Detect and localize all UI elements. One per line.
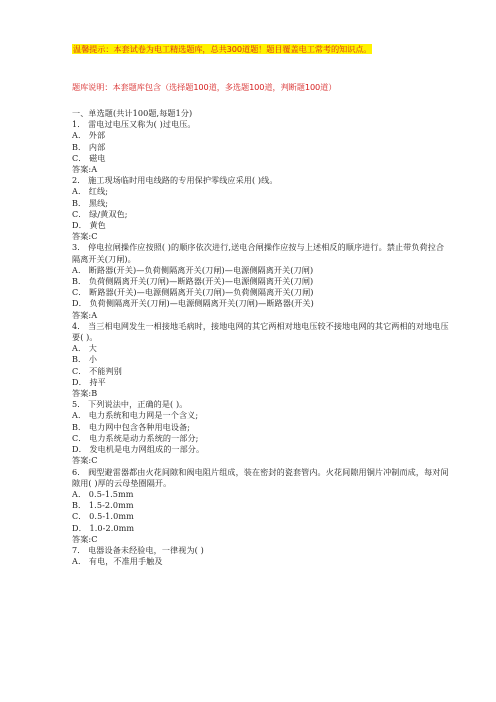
question-stem: 1． 雷电过电压又称为( )过电压。 (72, 119, 196, 130)
question-answer: 答案:A (72, 309, 98, 320)
question-answer: 答案:C (72, 231, 98, 242)
question-option: D． 持平 (72, 376, 106, 387)
question-option: C． 电力系统是动力系统的一部分; (72, 432, 199, 443)
question-answer: 答案:A (72, 164, 98, 175)
question-list (72, 108, 452, 567)
question-option: D． 负荷侧隔离开关(刀闸)—电源侧隔离开关(刀闸)—断路器(开关) (72, 298, 314, 309)
question-option: B． 电力网中包含各种用电设备; (72, 421, 191, 432)
question-answer: 答案:C (72, 533, 98, 544)
question-option: B． 小 (72, 354, 98, 365)
question-option: D． 发电机是电力网组成的一部分。 (72, 444, 205, 455)
question-stem: 6． 阀型避雷器都由火花间隙和阀电阻片组成，装在密封的瓷套管内。火花间隙用铜片冲制而成，每对间隙用( )厚的云母垫圈隔开。 (72, 466, 449, 488)
question-option: C． 绿/黄双色; (72, 208, 128, 219)
question-option: A． 断路器(开关)—负荷侧隔离开关(刀闸)—电源侧隔离开关(刀闸) (72, 264, 314, 275)
question-option: A． 有电，不准用手触及 (72, 556, 163, 567)
section-title: 一、单选题(共计100题,每题1分) (72, 108, 193, 118)
question-option: B． 1.5-2.0mm (72, 500, 134, 511)
question-answer: 答案:B (72, 388, 98, 399)
question-answer: 答案:C (72, 455, 98, 466)
question-stem: 7． 电器设备未经验电，一律视为( ) (72, 544, 204, 555)
question-option: A． 红线; (72, 186, 109, 197)
question-option: C． 磁电 (72, 152, 106, 163)
question-option: C． 不能判别 (72, 365, 122, 376)
question-option: A． 大 (72, 343, 98, 354)
question-stem: 3． 停电拉闸操作应按照( )的顺序依次进行,送电合闸操作应按与上述相反的顺序进行。禁止带负荷拉合隔离开关(刀闸)。 (72, 242, 445, 264)
question-option: D． 1.0-2.0mm (72, 522, 135, 533)
question-option: B． 负荷侧隔离开关(刀闸)—断路器(开关)—电源侧隔离开关(刀闸) (72, 276, 314, 287)
question-stem: 5． 下列说法中，正确的是( )。 (72, 399, 188, 410)
question-option: A． 电力系统和电力网是一个含义; (72, 410, 199, 421)
question-option: C． 断路器(开关)—电源侧隔离开关(刀闸)—负荷侧隔离开关(刀闸) (72, 287, 314, 298)
question-option: B． 内部 (72, 141, 106, 152)
question-stem: 4． 当三相电网发生一相接地毛病时，接地电网的其它两相对地电压较不接地电网的其它两相的对地电压要( )。 (72, 320, 449, 343)
warning-banner: 温馨提示：本套试卷为电工精选题库，总共300道题！题目覆盖电工常考的知识点。 (73, 44, 372, 54)
question-option: D． 黄色 (72, 220, 106, 231)
question-option: A． 外部 (72, 130, 106, 141)
question-option: A． 0.5-1.5mm (72, 488, 134, 499)
question-option: C． 0.5-1.0mm (72, 511, 134, 522)
question-option: B． 黑线; (72, 197, 109, 208)
question-stem: 2． 施工现场临时用电线路的专用保护零线应采用( )线。 (72, 175, 278, 186)
bank-description: 题库说明：本套题库包含（选择题100道，多选题100道，判断题100道） (72, 82, 337, 92)
